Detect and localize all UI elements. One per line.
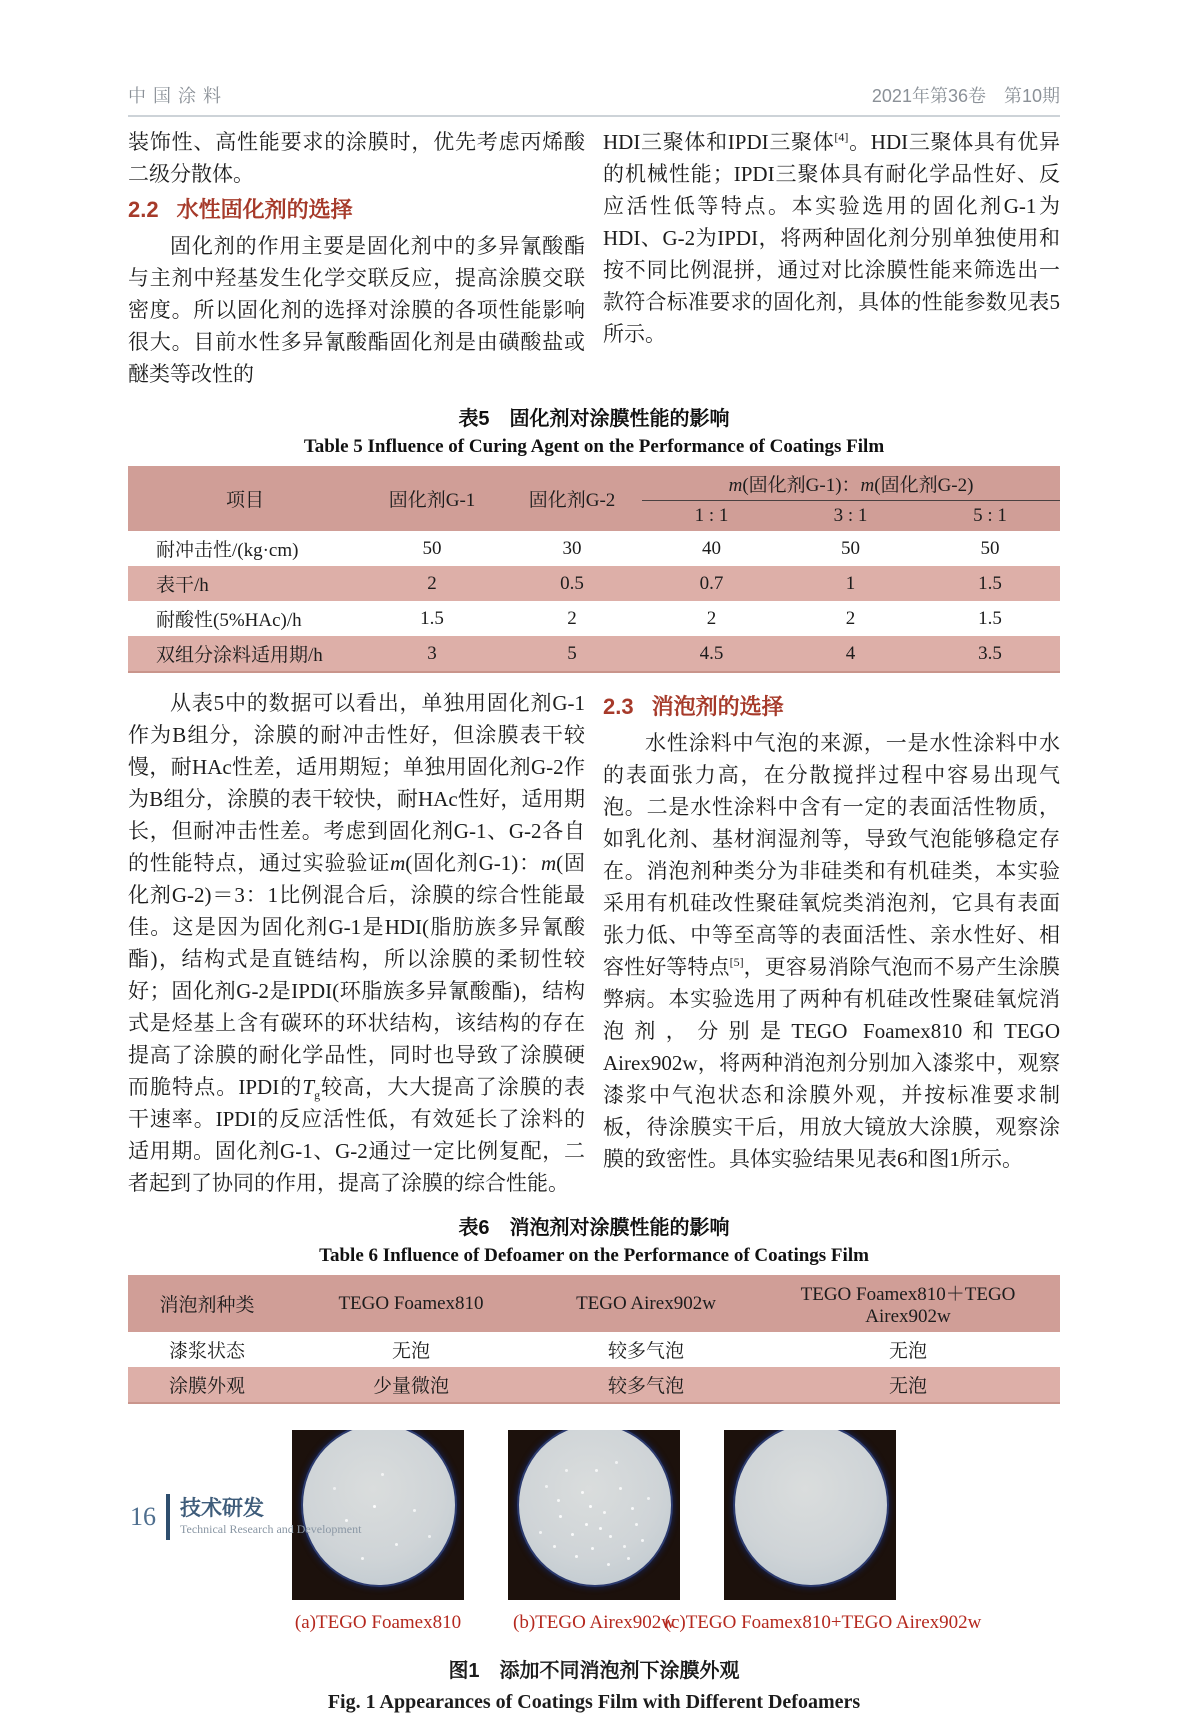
- table5: [128, 466, 1060, 673]
- bubble-speckles: [373, 1505, 376, 1508]
- photo-caption-b: (b)TEGO Airex902w: [513, 1612, 675, 1633]
- microscope-view-circle: [517, 1430, 673, 1587]
- figure1: [128, 1430, 1060, 1714]
- microscope-photo-b: [508, 1430, 680, 1600]
- section-title: 消泡剂的选择: [651, 694, 784, 719]
- paragraph-hdi-ipdi: HDI三聚体和IPDI三聚体[4]。HDI三聚体具有优异的机械性能；IPDI三聚体具有耐化学品性好、反应活性低等特点。本实验选用的固化剂G-1为HDI、G-2为IPDI，将两种固化剂分别单独使用和按不同比例混拼，通过对比涂膜性能来筛选出一款符合标准要求的固化剂，具体的性能参数见表5所示。: [603, 130, 1061, 346]
- table-row: [128, 636, 1060, 672]
- paragraph-defoamer: 水性涂料中气泡的来源，一是水性涂料中水的表面张力高，在分散搅拌过程中容易出现气泡。二是水性涂料中含有一定的表面活性物质，如乳化剂、基材润湿剂等，导致气泡能够稳定存在。消泡剂种类分为非硅类和有机硅类，本实验采用有机硅改性聚硅氧烷类消泡剂，它具有表面张力低、中等至高等的表面活性、亲水性好、相容性好等特点[5]，更容易消除气泡而不易产生涂膜弊病。本实验选用了两种有机硅改性聚硅氧烷消泡剂，分别是TEGO Foamex810和TEGO Airex902w，将两种消泡剂分别加入漆浆中，观察漆浆中气泡状态和涂膜外观，并按标准要求制板，待涂膜实干后，用放大镜放大涂膜，观察涂膜的致密性。具体实验结果见表6和图1所示。: [603, 731, 1061, 1171]
- table-row: [128, 531, 1060, 566]
- section-title: 水性固化剂的选择: [176, 197, 353, 222]
- table6-block: [128, 1211, 1060, 1404]
- cell: TEGO Airex902w: [536, 1275, 756, 1332]
- figure1-photo-captions: [128, 1612, 1060, 1642]
- table-row: [128, 601, 1060, 636]
- row-label: 涂膜外观: [128, 1367, 286, 1403]
- figure1-title-en: Fig. 1 Appearances of Coatings Film with Different Defoamers: [327, 1691, 861, 1713]
- table5-header-ratio-group: m(固化剂G-1)：m(固化剂G-2): [642, 466, 1060, 501]
- cell: 40: [702, 537, 721, 559]
- table6-title-en: Table 6 Influence of Defoamer on the Performance of Coatings Film: [319, 1245, 869, 1266]
- cell: 较多气泡: [536, 1367, 756, 1403]
- section-heading-2-3: [603, 692, 1060, 722]
- cell: 5: [502, 636, 642, 672]
- row-label: 消泡剂种类: [128, 1275, 286, 1332]
- table6: [128, 1275, 1060, 1404]
- page-number: 16: [130, 1502, 156, 1531]
- footer-section-en: Technical Research and Development: [180, 1522, 362, 1536]
- row-label: 耐酸性(5%HAc)/h: [156, 610, 302, 631]
- page-footer: [130, 1494, 361, 1540]
- table5-header-g2: 固化剂G-2: [502, 466, 642, 531]
- cell: 3: [362, 636, 502, 672]
- cell: 50: [841, 537, 860, 559]
- cell: 1.5: [920, 566, 1060, 601]
- table5-header-ratio-3-1: 3 : 1: [781, 501, 920, 532]
- microscope-photo-c: [724, 1430, 896, 1600]
- table5-header-row1: [128, 466, 1060, 501]
- cell: 无泡: [888, 1341, 927, 1362]
- issue-info: 2021年第36卷 第10期: [871, 86, 1060, 106]
- journal-name: 中国涂料: [128, 86, 228, 106]
- left-column-mid: [128, 687, 585, 1199]
- left-column-top: [128, 126, 585, 390]
- section-heading-2-2: [128, 195, 585, 225]
- cell: 无泡: [391, 1341, 430, 1362]
- cell: 4: [781, 636, 920, 672]
- table5-title-en: Table 5 Influence of Curing Agent on the Performance of Coatings Film: [303, 436, 885, 457]
- cell: 0.5: [502, 566, 642, 601]
- cell: 无泡: [756, 1367, 1060, 1403]
- figure1-title-cn: 图1 添加不同消泡剂下涂膜外观: [448, 1660, 740, 1682]
- page-content: [128, 126, 1060, 1714]
- footer-section: [180, 1497, 361, 1537]
- table5-header-ratio-1-1: 1 : 1: [642, 501, 781, 532]
- cell: 1: [781, 566, 920, 601]
- cell: 2: [362, 566, 502, 601]
- table5-block: [128, 402, 1060, 673]
- cell: 少量微泡: [286, 1367, 536, 1403]
- table-row: [128, 566, 1060, 601]
- mid-section: [128, 687, 1060, 1199]
- row-label: 双组分涂料适用期/h: [128, 636, 362, 672]
- cell: TEGO Foamex810: [286, 1275, 536, 1332]
- cell: 50: [422, 537, 442, 559]
- paragraph-curing-agent: 固化剂的作用主要是固化剂中的多异氰酸酯与主剂中羟基发生化学交联反应，提高涂膜交联密度。所以固化剂的选择对涂膜的各项性能影响很大。目前水性多异氰酸酯固化剂是由磺酸盐或醚类等改性的: [128, 234, 585, 386]
- cell: 2: [845, 607, 856, 629]
- row-label: 耐冲击性/(kg·cm): [156, 540, 299, 561]
- cell: TEGO Foamex810＋TEGO Airex902w: [756, 1275, 1060, 1332]
- photo-caption-c: (c)TEGO Foamex810+TEGO Airex902w: [664, 1612, 982, 1633]
- table6-title-cn: 表6 消泡剂对涂膜性能的影响: [458, 1217, 730, 1239]
- photo-caption-a: (a)TEGO Foamex810: [294, 1612, 462, 1633]
- table-row: [128, 1332, 1060, 1367]
- cell: 30: [562, 537, 582, 559]
- row-label: 表干/h: [128, 566, 362, 601]
- table5-title-cn: 表5 固化剂对涂膜性能的影响: [458, 408, 730, 430]
- paragraph-table5-discussion: 从表5中的数据可以看出，单独用固化剂G-1作为B组分，涂膜的耐冲击性好，但涂膜表干较慢，耐HAc性差，适用期短；单独用固化剂G-2作为B组分，涂膜的表干较快，耐HAc性好，适用期长，但耐冲击性差。考虑到固化剂G-1、G-2各自的性能特点，通过实验验证m(固化剂G-1)：m(固化剂G-2)＝3：1比例混合后，涂膜的综合性能最佳。这是因为固化剂G-1是HDI(脂肪族多异氰酸酯)，结构式是直链结构，所以涂膜的柔韧性较好；固化剂G-2是IPDI(环脂族多异氰酸酯)，结构式是烃基上含有碳环的环状结构，该结构的存在提高了涂膜的耐化学品性，同时也导致了涂膜硬而脆特点。IPDI的$T_g$较高，大大提高了涂膜的表干速率。IPDI的反应活性低，有效延长了涂料的适用期。固化剂G-1、G-2通过一定比例复配，二者起到了协同的作用，提高了涂膜的综合性能。: [128, 691, 585, 1195]
- cell: 4.5: [642, 636, 781, 672]
- table-row: [128, 1367, 1060, 1403]
- cell: 3.5: [920, 636, 1060, 672]
- page-header: [128, 82, 1060, 117]
- top-section: [128, 126, 1060, 390]
- cell: 0.7: [642, 566, 781, 601]
- footer-section-cn: 技术研发: [180, 1497, 264, 1520]
- section-number: 2.3: [603, 694, 634, 719]
- cell: 2: [567, 607, 577, 629]
- right-column-top: [603, 126, 1060, 390]
- table5-header-ratio-5-1: 5 : 1: [920, 501, 1060, 532]
- section-number: 2.2: [128, 197, 159, 222]
- right-column-mid: [603, 687, 1060, 1199]
- footer-divider-bar: [166, 1494, 170, 1540]
- cell: 1.5: [420, 607, 444, 629]
- cell: 2: [706, 607, 717, 629]
- table5-header-item: 项目: [128, 466, 362, 531]
- cell: 1.5: [978, 607, 1002, 629]
- table5-header-g1: 固化剂G-1: [362, 466, 502, 531]
- paragraph-continuation: 装饰性、高性能要求的涂膜时，优先考虑丙烯酸二级分散体。: [128, 130, 585, 186]
- cell: 较多气泡: [607, 1341, 684, 1362]
- table-row: [128, 1275, 1060, 1332]
- bubble-speckles: [589, 1505, 592, 1508]
- cell: 50: [980, 537, 1000, 559]
- microscope-view-circle: [733, 1430, 889, 1587]
- row-label: 漆浆状态: [168, 1341, 245, 1362]
